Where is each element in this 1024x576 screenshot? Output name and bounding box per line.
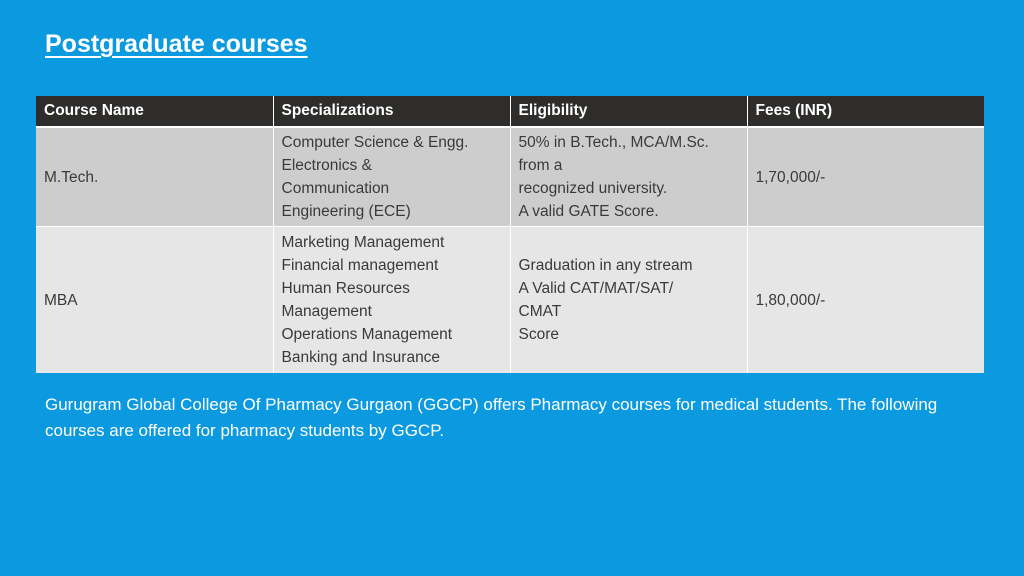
summary-paragraph: Gurugram Global College Of Pharmacy Gurgaon (GGCP) offers Pharmacy courses for medical students. The following courses are offered for pharmacy students by GGCP.	[45, 395, 938, 440]
page-title: Postgraduate courses	[45, 30, 308, 58]
specialization-line: Computer Science & Engg.	[281, 134, 469, 151]
eligibility-cell	[510, 227, 747, 374]
course-name-cell: MBA	[36, 227, 273, 374]
table-row	[36, 227, 984, 374]
courses-table	[36, 96, 984, 373]
eligibility-line: A Valid CAT/MAT/SAT/	[518, 280, 674, 297]
header-specializations: Specializations	[273, 96, 510, 127]
eligibility-line: from a	[518, 157, 563, 174]
fees-cell: 1,80,000/-	[747, 227, 984, 374]
specialization-line: Banking and Insurance	[281, 349, 441, 366]
specializations-cell	[273, 227, 510, 374]
specialization-line: Human Resources	[281, 280, 410, 297]
eligibility-cell	[510, 127, 747, 227]
header-eligibility: Eligibility	[510, 96, 747, 127]
specialization-line: Marketing Management	[281, 234, 445, 251]
header-fees: Fees (INR)	[747, 96, 984, 127]
course-name-cell: M.Tech.	[36, 127, 273, 227]
specialization-line: Engineering (ECE)	[281, 203, 411, 220]
table-row	[36, 127, 984, 227]
specialization-line: Management	[281, 303, 372, 320]
specialization-line: Financial management	[281, 257, 439, 274]
fees-cell: 1,70,000/-	[747, 127, 984, 227]
specialization-line: Operations Management	[281, 326, 453, 343]
specialization-line: Communication	[281, 180, 390, 197]
eligibility-line: 50% in B.Tech., MCA/M.Sc.	[518, 134, 709, 151]
header-course-name: Course Name	[36, 96, 273, 127]
specializations-cell	[273, 127, 510, 227]
eligibility-line: A valid GATE Score.	[518, 203, 659, 220]
eligibility-line: Graduation in any stream	[518, 257, 693, 274]
table-header-row	[36, 96, 984, 127]
specialization-line: Electronics &	[281, 157, 372, 174]
eligibility-line: Score	[518, 326, 559, 343]
eligibility-line: recognized university.	[518, 180, 668, 197]
eligibility-line: CMAT	[518, 303, 562, 320]
